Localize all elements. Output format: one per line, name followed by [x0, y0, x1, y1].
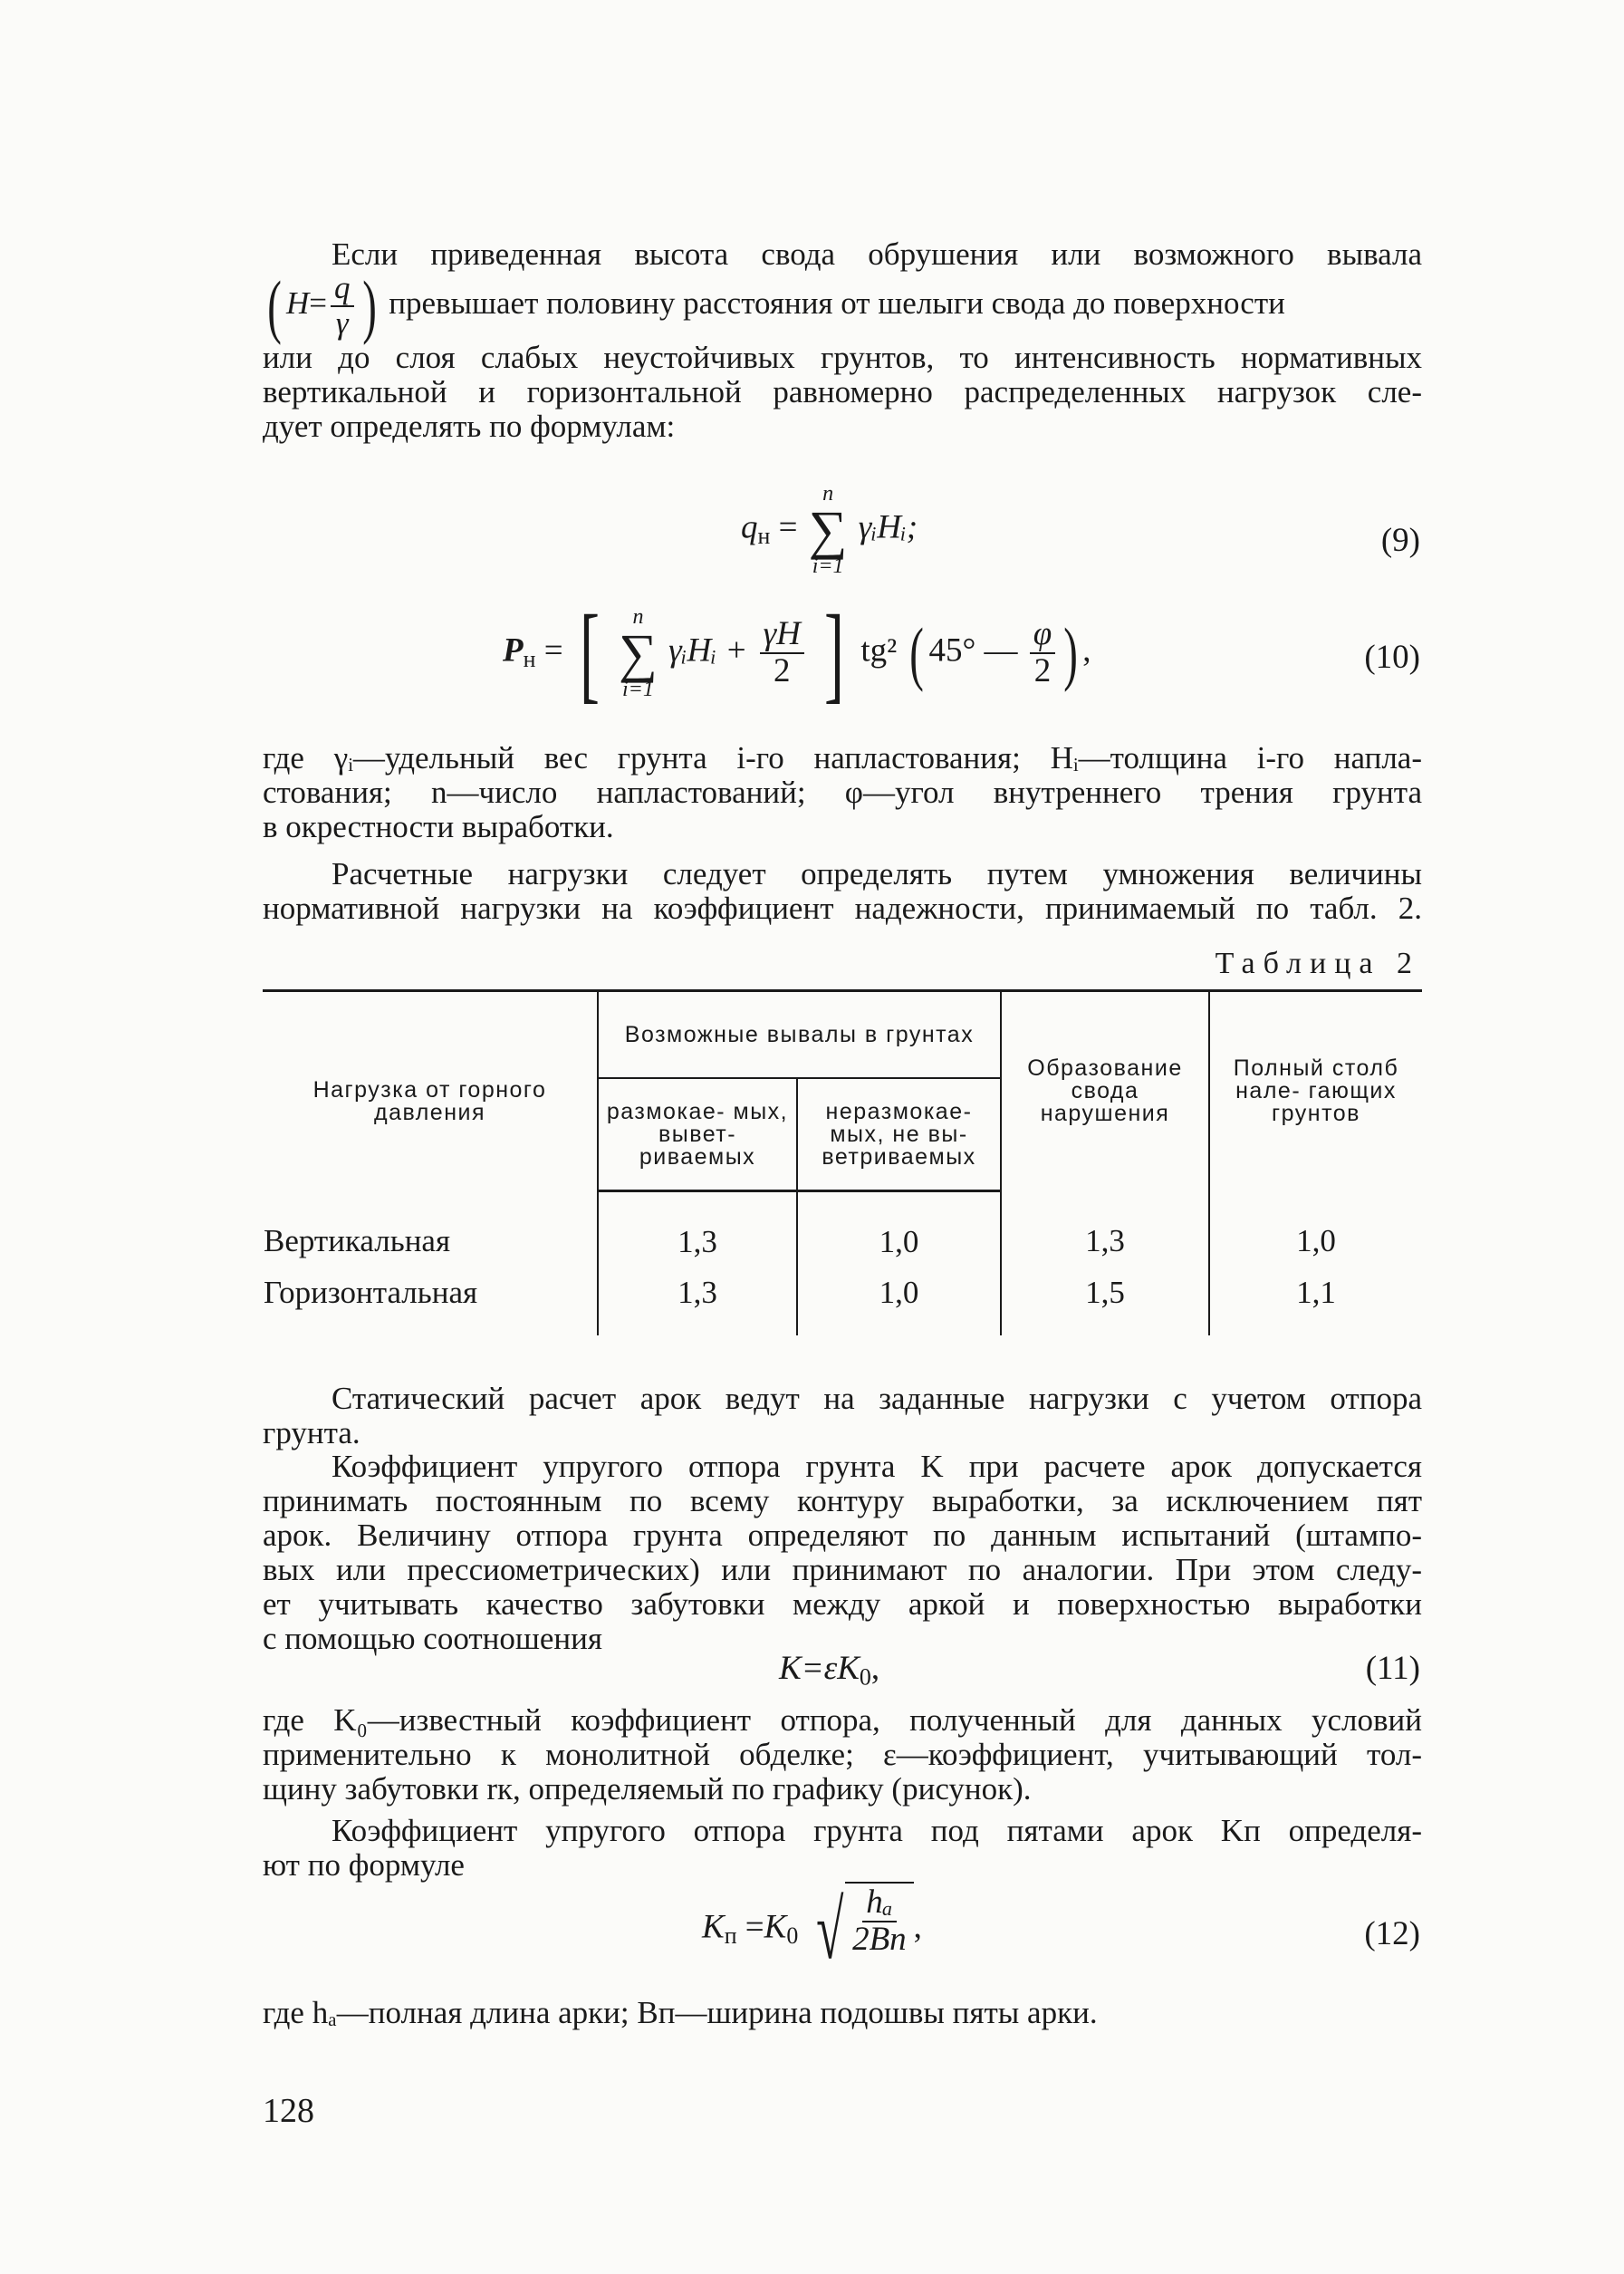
- formula-tg: tg²: [860, 631, 898, 670]
- text-line: с помощью соотношения: [263, 1621, 602, 1656]
- text-line: Коэффициент упругого отпора грунта K при расчете арок допускается: [332, 1449, 1422, 1484]
- text-line: в окрестности выработки.: [263, 809, 614, 844]
- fraction-denominator: 2: [773, 652, 791, 689]
- paragraph-k0-definition: [263, 1703, 1422, 1807]
- text-line: арок. Величину отпора грунта определяют по данным испытаний (штампо-: [263, 1518, 1422, 1553]
- table-row: [263, 1191, 1422, 1268]
- paragraph-heel-coefficient: [263, 1814, 1422, 1883]
- equation-number: (11): [1365, 1650, 1420, 1687]
- paragraph-elastic-resistance: [263, 1450, 1422, 1656]
- fraction-denominator: γ: [335, 304, 349, 341]
- text-line: применительно к монолитной обделке; ε—коэффициент, учитывающий тол-: [263, 1737, 1422, 1772]
- text-line: ( H= $\frac{q}{\gamma}$ ) превышает половину расстояния от шелыги свода до поверхности: [267, 265, 1285, 345]
- fraction-numerator: hₐ: [862, 1885, 896, 1922]
- fraction-numerator: γH: [760, 617, 804, 654]
- formula-term: γᵢHᵢ +: [668, 631, 748, 670]
- fraction-denominator: 2: [1033, 652, 1052, 689]
- formula-subscript: п: [724, 1922, 737, 1949]
- formula-subscript: н: [523, 645, 536, 672]
- paren-left: (: [267, 265, 282, 345]
- table-cell: 1,0: [1296, 1223, 1336, 1259]
- bracket-right: ]: [824, 593, 845, 713]
- table-2: [263, 989, 1422, 1335]
- paren-left: (: [909, 613, 925, 692]
- fraction-numerator: φ: [1030, 617, 1055, 654]
- equation-number: (9): [1380, 522, 1420, 559]
- table-cell: 1,3: [1001, 1191, 1209, 1268]
- sum-symbol: n ∑ i=1: [808, 482, 848, 578]
- table-cell: 1,3: [598, 1191, 797, 1268]
- table-caption: Таблица 2: [1215, 947, 1420, 980]
- table-header-full-column: Полный столб нале- гающих грунтов: [1209, 991, 1422, 1191]
- formula-k0: K: [764, 1908, 787, 1946]
- table-row: [263, 1267, 1422, 1335]
- paren-right: ): [1063, 613, 1079, 692]
- text-line: Если приведенная высота свода обрушения или возможного вывала: [332, 236, 1422, 272]
- text-line: где hₐ—полная длина арки; Bп—ширина подошвы пяты арки.: [263, 1995, 1098, 2030]
- table-header-load: Нагрузка от горного давления: [263, 991, 598, 1191]
- text-line: вертикальной и горизонтальной равномерно распределенных нагрузок сле-: [263, 373, 1422, 410]
- formula-tail: ,: [870, 1650, 880, 1687]
- text-line: стования; n—число напластований; φ—угол внутреннего трения грунта: [263, 775, 1422, 810]
- formula-equals: =: [745, 1908, 764, 1946]
- page-number: 128: [263, 2092, 314, 2130]
- text-line: Коэффициент упругого отпора грунта под пятами арок Kп определя-: [332, 1813, 1422, 1848]
- equation-11: [779, 1649, 879, 1691]
- table-cell-load: Вертикальная: [263, 1191, 598, 1268]
- table-cell: 1,5: [1001, 1267, 1209, 1335]
- table-cell: 1,0: [797, 1267, 1001, 1335]
- table-cell: 1,1: [1296, 1275, 1336, 1310]
- formula-subscript: 0: [786, 1922, 799, 1949]
- formula-tail: ,: [1082, 631, 1091, 670]
- table-header-arch: Образование свода нарушения: [1001, 991, 1209, 1191]
- text-line: где K₀—известный коэффициент отпора, полученный для данных условий: [263, 1702, 1422, 1738]
- text-line: где γᵢ—удельный вес грунта i-го напластования; Hᵢ—толщина i-го напла-: [263, 740, 1422, 776]
- formula-lhs: K: [702, 1908, 725, 1946]
- fraction-gamma-h: [760, 617, 804, 689]
- text-line: Статический расчет арок ведут на заданные нагрузки с учетом отпора: [332, 1381, 1422, 1416]
- table-cell: 1,3: [598, 1267, 797, 1335]
- equation-9: $q_н$ = n ∑ i=1 γᵢHᵢ;: [741, 482, 918, 578]
- formula-tail: ,: [913, 1908, 922, 1946]
- paragraph-static-calc: [263, 1382, 1422, 1450]
- formula-term: γᵢHᵢ;: [858, 508, 918, 546]
- fraction-numerator: q: [331, 272, 354, 307]
- sum-symbol: n ∑ i=1: [619, 605, 658, 701]
- equation-number: (10): [1364, 639, 1420, 676]
- fraction-ha-bp: [849, 1885, 910, 1958]
- text-line: ют по формуле: [263, 1847, 465, 1883]
- text-line: щину забутовки rк, определяемый по графику (рисунок).: [263, 1771, 1032, 1807]
- text-line: дует определять по формулам:: [263, 408, 676, 444]
- text-line: нормативной нагрузки на коэффициент надежности, принимаемый по табл. 2.: [263, 891, 1422, 926]
- text-line: вых или прессиометрических) или принимают по аналогии. При этом следу-: [263, 1552, 1422, 1587]
- table-cell-load: Горизонтальная: [263, 1267, 598, 1335]
- table-header-soaking: размокае- мых, вывет- риваемых: [598, 1078, 797, 1191]
- formula-lhs: P: [503, 631, 524, 670]
- paragraph-ha-definition: [263, 1996, 1422, 2030]
- equation-10: $P_н$ = [ n ∑ i=1 γᵢHᵢ + $\frac{\gamma H}{2}$ ] tg² ( 45° — $\frac{\varphi}{2}$ ) ,: [503, 593, 1091, 713]
- text-line: грунта.: [263, 1415, 360, 1450]
- square-root: √ $\frac{\text{hₐ}}{2Bп}$: [807, 1889, 914, 1970]
- text-line: ет учитывать качество забутовки между аркой и поверхностью выработки: [263, 1586, 1422, 1622]
- paragraph-intro: [263, 237, 1422, 444]
- text-line: или до слоя слабых неустойчивых грунтов, то интенсивность нормативных: [263, 339, 1422, 375]
- formula-subscript: н: [757, 522, 771, 549]
- table-header-possible-falls: Возможные вывалы в грунтах: [598, 991, 1001, 1079]
- formula-subscript: 0: [859, 1663, 871, 1691]
- sum-lower-limit: i=1: [622, 678, 654, 701]
- formula-lhs: q: [741, 508, 758, 546]
- bracket-left: [: [579, 593, 600, 713]
- text-line: принимать постоянным по всему контуру выработки, за исключением пят: [263, 1483, 1422, 1518]
- table-cell: 1,0: [797, 1191, 1001, 1268]
- sum-lower-limit: i=1: [812, 554, 844, 578]
- sum-upper-limit: n: [632, 605, 644, 629]
- text-line-part: превышает половину расстояния от шелыги свода до поверхности: [389, 284, 1285, 321]
- text-line: Расчетные нагрузки следует определять путем умножения величины: [332, 856, 1422, 891]
- paragraph-design-loads: [263, 857, 1422, 926]
- equation-number: (12): [1364, 1915, 1420, 1952]
- fraction-phi: [1030, 617, 1055, 689]
- paragraph-variables: [263, 741, 1422, 844]
- formula-var: H: [285, 284, 310, 321]
- fraction-denominator: 2Bп: [852, 1921, 907, 1958]
- equation-12: [702, 1884, 922, 1976]
- sum-upper-limit: n: [822, 482, 834, 506]
- fraction-q-gamma: [331, 272, 354, 341]
- paren-right: ): [361, 265, 377, 345]
- formula-body: K=εK: [779, 1650, 860, 1687]
- formula-angle: 45° —: [928, 631, 1018, 670]
- table-header-non-soaking: неразмокае- мых, не вы- ветриваемых: [797, 1078, 1001, 1191]
